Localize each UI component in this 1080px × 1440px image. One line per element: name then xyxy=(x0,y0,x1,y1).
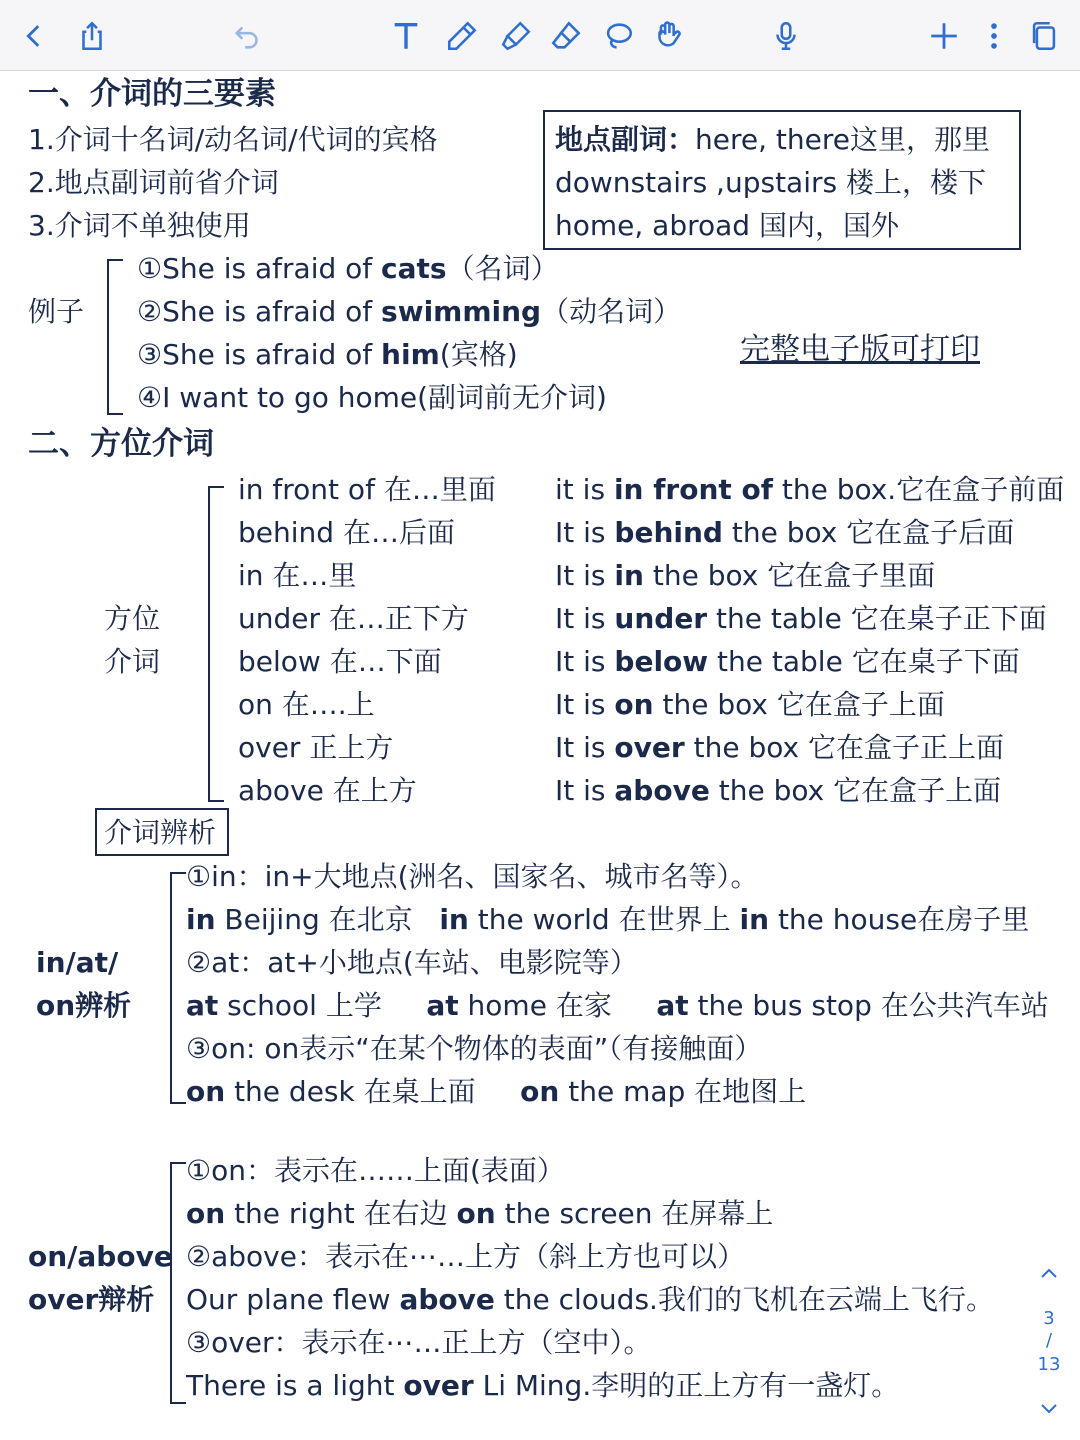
example-text: It is xyxy=(555,559,615,592)
example-text: It is xyxy=(555,516,615,549)
preposition-example xyxy=(555,644,1020,680)
note-text: Our plane flew xyxy=(186,1283,400,1316)
example-keyword: under xyxy=(614,602,708,635)
example-text: the box 它在盒子后面 xyxy=(722,516,1015,549)
example-line: ④I want to go home(副词前无介词) xyxy=(137,381,607,414)
example-keyword: in front of xyxy=(613,473,773,506)
note-line xyxy=(186,1368,899,1404)
preposition-term: under 在…正下方 xyxy=(238,602,469,635)
more-icon[interactable] xyxy=(972,14,1016,58)
preposition-term: below 在…下面 xyxy=(238,645,442,678)
adverb-line-2: downstairs ,upstairs 楼上，楼下 xyxy=(555,166,986,199)
section-title: 一、介词的三要素 xyxy=(28,76,276,112)
preposition-example xyxy=(555,730,1004,766)
chevron-left-icon[interactable] xyxy=(12,14,56,58)
preposition-example xyxy=(555,601,1047,637)
example-text: It is xyxy=(555,731,615,764)
example-keyword: below xyxy=(614,645,709,678)
note-line: ②above：表示在⋯…上方（斜上方也可以） xyxy=(186,1240,745,1273)
note-keyword: on xyxy=(186,1075,226,1108)
note-text: the house在房子里 xyxy=(769,903,1030,936)
preposition-term: behind 在…后面 xyxy=(238,516,455,549)
group-label: over辩析 xyxy=(28,1283,155,1316)
example-text: It is xyxy=(555,774,615,807)
rule-line: 2.地点副词前省介词 xyxy=(28,166,279,199)
preposition-example xyxy=(555,472,1064,508)
note-text: Beijing 在北京 xyxy=(215,903,440,936)
example-text: the table 它在桌子正下面 xyxy=(707,602,1047,635)
highlighter-icon[interactable] xyxy=(494,14,538,58)
page-separator: / xyxy=(1045,1330,1053,1351)
side-label: 介词 xyxy=(104,645,161,678)
note-keyword: above xyxy=(399,1283,495,1316)
preposition-example xyxy=(555,773,1001,809)
example-line: ③She is afraid of him(宾格) xyxy=(137,338,518,371)
preposition-example xyxy=(555,558,935,594)
note-text: the world 在世界上 xyxy=(468,903,740,936)
preposition-example xyxy=(555,687,945,723)
group-label: in/at/ xyxy=(36,946,119,979)
print-note: 完整电子版可打印 xyxy=(740,332,980,367)
adverb-line-3: home, abroad 国内，国外 xyxy=(555,209,899,242)
note-line: ②at：at+小地点(车站、电影院等） xyxy=(186,946,638,979)
note-line xyxy=(186,1074,806,1110)
note-line xyxy=(186,1196,773,1232)
note-text: the map 在地图上 xyxy=(559,1075,807,1108)
pages-icon[interactable] xyxy=(1022,14,1066,58)
note-keyword: at xyxy=(656,989,689,1022)
toolbar xyxy=(0,0,1080,71)
note-text: the bus stop 在公共汽车站 xyxy=(688,989,1049,1022)
preposition-term: in 在…里 xyxy=(238,559,357,592)
example-keyword: above xyxy=(614,774,710,807)
example-text: the box 它在盒子正上面 xyxy=(684,731,1004,764)
note-text: school 上学 xyxy=(218,989,427,1022)
note-text: There is a light xyxy=(186,1369,404,1402)
note-keyword: in xyxy=(739,903,770,936)
group-label: on辨析 xyxy=(36,989,132,1022)
eraser-icon[interactable] xyxy=(544,14,588,58)
example-text: the box 它在盒子上面 xyxy=(653,688,945,721)
page-current: 3 xyxy=(1043,1308,1055,1329)
preposition-example xyxy=(555,515,1014,551)
example-keyword: over xyxy=(614,731,685,764)
example-text: the box.它在盒子前面 xyxy=(772,473,1065,506)
example-text: It is xyxy=(555,645,615,678)
example-line: ②She is afraid of swimming（动名词） xyxy=(137,295,682,328)
preposition-term: over 正上方 xyxy=(238,731,394,764)
lasso-icon[interactable] xyxy=(596,14,640,58)
note-line xyxy=(186,902,1029,938)
undo-icon[interactable] xyxy=(226,14,270,58)
analysis-label: 介词辨析 xyxy=(104,816,217,849)
rule-line: 1.介词十名词/动名词/代词的宾格 xyxy=(28,123,438,156)
note-keyword: in xyxy=(186,903,216,936)
note-keyword: over xyxy=(403,1369,474,1402)
preposition-term: above 在上方 xyxy=(238,774,417,807)
microphone-icon[interactable] xyxy=(764,14,808,58)
example-text: the box 它在盒子里面 xyxy=(643,559,936,592)
rule-line: 3.介词不单独使用 xyxy=(28,209,251,242)
group-label: on/above xyxy=(28,1240,173,1273)
example-line: ①She is afraid of cats（名词） xyxy=(137,252,559,285)
bracket xyxy=(170,1162,186,1404)
example-text: It is xyxy=(555,688,615,721)
example-keyword: in xyxy=(614,559,644,592)
note-text: the desk 在桌上面 xyxy=(225,1075,521,1108)
bracket xyxy=(107,259,123,415)
plus-icon[interactable] xyxy=(922,14,966,58)
note-keyword: in xyxy=(439,903,469,936)
note-text: Li Ming.李明的正上方有一盏灯。 xyxy=(473,1369,900,1402)
example-text: It is xyxy=(555,602,615,635)
note-keyword: on xyxy=(520,1075,560,1108)
example-text: the box 它在盒子上面 xyxy=(709,774,1002,807)
example-text: the table 它在桌子下面 xyxy=(708,645,1020,678)
note-text: the right 在右边 xyxy=(225,1197,457,1230)
example-keyword: behind xyxy=(614,516,723,549)
hand-icon[interactable] xyxy=(646,14,690,58)
bracket xyxy=(170,872,186,1104)
page-up-icon[interactable] xyxy=(1034,1262,1064,1291)
adverb-line-1: 地点副词：here, there这里，那里 xyxy=(555,123,990,156)
pen-icon[interactable] xyxy=(440,14,484,58)
page-total: 13 xyxy=(1037,1354,1061,1375)
example-keyword: on xyxy=(614,688,654,721)
page-down-icon[interactable] xyxy=(1034,1396,1064,1425)
note-line: ③on: on表示“在某个物体的表面”（有接触面） xyxy=(186,1032,763,1065)
note-line: ①in：in+大地点(洲名、国家名、城市名等）。 xyxy=(186,860,759,893)
note-keyword: at xyxy=(426,989,459,1022)
section-title: 二、方位介词 xyxy=(28,426,214,462)
share-icon[interactable] xyxy=(70,14,114,58)
note-keyword: on xyxy=(456,1197,496,1230)
example-text: it is xyxy=(555,473,614,506)
note-text: the clouds.我们的飞机在云端上飞行。 xyxy=(494,1283,994,1316)
note-line xyxy=(186,988,1049,1024)
note-line xyxy=(186,1282,994,1318)
bracket xyxy=(208,486,224,802)
note-text: the screen 在屏幕上 xyxy=(495,1197,774,1230)
note-line: ①on：表示在……上面(表面） xyxy=(186,1154,565,1187)
note-text: home 在家 xyxy=(458,989,657,1022)
text-tool-icon[interactable] xyxy=(384,14,428,58)
preposition-term: on 在….上 xyxy=(238,688,375,721)
examples-label: 例子 xyxy=(28,295,85,328)
preposition-term: in front of 在…里面 xyxy=(238,473,496,506)
note-keyword: on xyxy=(186,1197,226,1230)
note-keyword: at xyxy=(186,989,219,1022)
side-label: 方位 xyxy=(104,602,161,635)
note-line: ③over：表示在⋯…正上方（空中）。 xyxy=(186,1326,652,1359)
